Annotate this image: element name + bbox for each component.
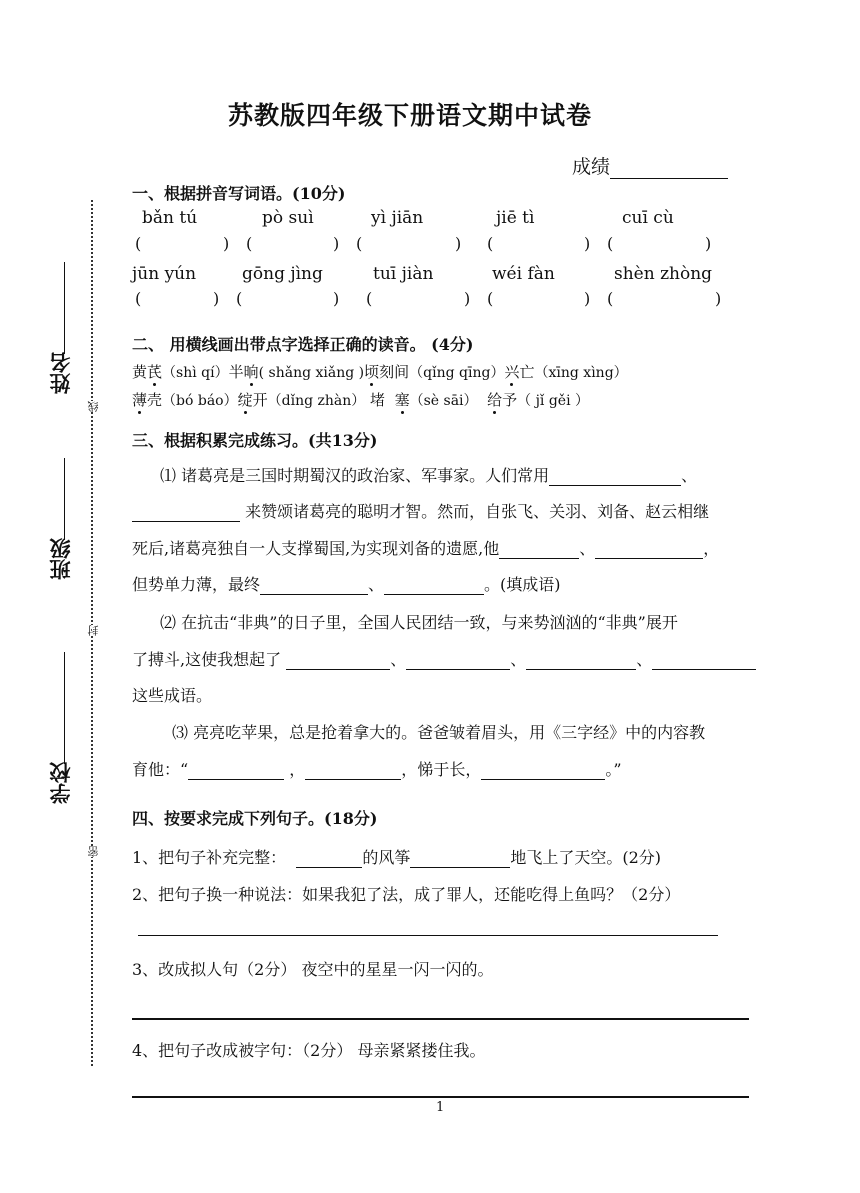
q3-2-line-1: ⑵ 在抗击“非典”的日子里，全国人民团结一致，与来势汹汹的“非典”展开	[160, 613, 678, 632]
idiom-blank-4[interactable]	[595, 541, 703, 559]
reading-item-3[interactable]: 顷刻间（qǐng qīng）	[364, 363, 505, 381]
answer-paren-9-close: )	[584, 289, 591, 308]
answer-paren-10-close: )	[715, 289, 722, 308]
class-label: 班级	[48, 538, 73, 580]
section-3-heading: 三、根据积累完成练习。(共13分)	[132, 431, 378, 450]
reading-item-8[interactable]: 给予（ jǐ gěi ）	[487, 391, 590, 409]
answer-paren-7-close: )	[333, 289, 340, 308]
sentence-blank-2[interactable]	[410, 850, 510, 868]
sentence-blank-1[interactable]	[296, 850, 362, 868]
score-label: 成绩	[572, 156, 611, 178]
answer-paren-9-open[interactable]: (	[487, 289, 494, 308]
answer-paren-2-close: )	[333, 234, 340, 253]
line-char: 线	[87, 401, 100, 412]
answer-paren-7-open[interactable]: (	[236, 289, 243, 308]
q3-1-line-1: ⑴ 诸葛亮是三国时期蜀汉的政治家、军事家。人们常用 、	[160, 466, 698, 485]
secret-char: 密	[87, 846, 100, 857]
answer-paren-4-close: )	[584, 234, 591, 253]
name-blank[interactable]	[64, 262, 65, 354]
q4-2: 2、把句子换一种说法：如果我犯了法，成了罪人，还能吃得上鱼吗？（2分）	[132, 885, 681, 904]
idiom-blank-2[interactable]	[132, 504, 240, 522]
classic-blank-3[interactable]	[481, 762, 605, 780]
answer-line-q4-3[interactable]	[132, 1018, 749, 1020]
answer-line-q4-2[interactable]	[138, 935, 718, 936]
q3-3-line-2: 育他：“ ， ，悌于长， 。”	[132, 760, 622, 779]
idiom-blank-7[interactable]	[286, 652, 390, 670]
idiom-blank-6[interactable]	[384, 577, 484, 595]
answer-paren-8-close: )	[464, 289, 471, 308]
answer-line-q4-4[interactable]	[132, 1096, 749, 1098]
pinyin-5: cuī cù	[622, 208, 674, 228]
section-4-heading: 四、按要求完成下列句子。(18分)	[132, 809, 378, 828]
pinyin-6: jūn yún	[132, 264, 197, 284]
reading-item-7[interactable]: 堵 塞（sè sāi）	[370, 391, 478, 409]
reading-row-1	[132, 361, 628, 382]
pinyin-8: tuī jiàn	[373, 264, 434, 284]
reading-item-6[interactable]: 绽开（dǐng zhàn）	[237, 391, 366, 409]
pinyin-1: bǎn tú	[142, 208, 198, 228]
reading-item-5[interactable]: 薄壳（bó báo）	[132, 391, 238, 409]
score-field	[572, 152, 728, 179]
answer-paren-10-open[interactable]: (	[607, 289, 614, 308]
answer-paren-6-close: )	[213, 289, 220, 308]
pinyin-9: wéi fàn	[492, 264, 555, 284]
school-blank[interactable]	[64, 652, 65, 764]
answer-paren-2-open[interactable]: (	[246, 234, 253, 253]
idiom-blank-5[interactable]	[260, 577, 368, 595]
section-1-heading: 一、根据拼音写词语。(10分)	[132, 184, 346, 203]
answer-paren-3-close: )	[455, 234, 462, 253]
pinyin-2: pò suì	[262, 208, 314, 228]
reading-item-2[interactable]: 半晌( shǎng xiǎng )	[228, 363, 365, 381]
pinyin-10: shèn zhòng	[614, 264, 713, 284]
score-blank[interactable]	[610, 158, 728, 179]
q3-1-line-4: 但势单力薄，最终 、 。(填成语)	[132, 575, 561, 594]
answer-paren-3-open[interactable]: (	[356, 234, 363, 253]
q4-1: 1、把句子补充完整： 的风筝 地飞上了天空。(2分)	[132, 848, 662, 867]
school-label: 学校	[48, 762, 73, 804]
q3-3-line-1: ⑶ 亮亮吃苹果，总是抢着拿大的。爸爸皱着眉头，用《三字经》中的内容教	[172, 723, 706, 742]
seal-char: 封	[87, 625, 100, 636]
classic-blank-1[interactable]	[188, 762, 284, 780]
answer-paren-1-close: )	[223, 234, 230, 253]
reading-row-2	[132, 389, 589, 410]
section-2-heading: 二、 用横线画出带点字选择正确的读音。 (4分)	[132, 335, 474, 354]
reading-item-1[interactable]: 黄芪（shì qí）	[132, 363, 229, 381]
q3-1-line-2: 来赞颂诸葛亮的聪明才智。然而，自张飞、关羽、刘备、赵云相继	[132, 499, 709, 522]
answer-paren-5-close: )	[705, 234, 712, 253]
classic-blank-2[interactable]	[305, 762, 401, 780]
answer-paren-6-open[interactable]: (	[135, 289, 142, 308]
pinyin-4: jiē tì	[496, 208, 535, 228]
q3-2-line-3: 这些成语。	[132, 686, 213, 705]
reading-item-4[interactable]: 兴亡（xīng xìng）	[504, 363, 628, 381]
answer-paren-4-open[interactable]: (	[487, 234, 494, 253]
idiom-blank-3[interactable]	[499, 541, 579, 559]
q4-3: 3、改成拟人句（2分） 夜空中的星星一闪一闪的。	[132, 960, 494, 979]
idiom-blank-1[interactable]	[549, 468, 681, 486]
idiom-blank-10[interactable]	[652, 652, 756, 670]
answer-paren-5-open[interactable]: (	[607, 234, 614, 253]
name-label: 姓名	[48, 352, 73, 394]
q3-2-line-2: 了搏斗,这使我想起了 、 、 、	[132, 647, 756, 670]
page-number: 1	[436, 1100, 445, 1115]
pinyin-3: yì jiān	[371, 208, 424, 228]
q3-1-line-3: 死后,诸葛亮独自一人支撑蜀国,为实现刘备的遗愿,他 、 ，	[132, 539, 720, 558]
answer-paren-8-open[interactable]: (	[366, 289, 373, 308]
class-blank[interactable]	[64, 458, 65, 540]
idiom-blank-8[interactable]	[406, 652, 510, 670]
page-title: 苏教版四年级下册语文期中试卷	[227, 101, 592, 130]
pinyin-7: gōng jìng	[242, 264, 323, 284]
idiom-blank-9[interactable]	[526, 652, 636, 670]
answer-paren-1-open[interactable]: (	[135, 234, 142, 253]
q4-4: 4、把句子改成被字句：（2分） 母亲紧紧搂住我。	[132, 1041, 486, 1060]
